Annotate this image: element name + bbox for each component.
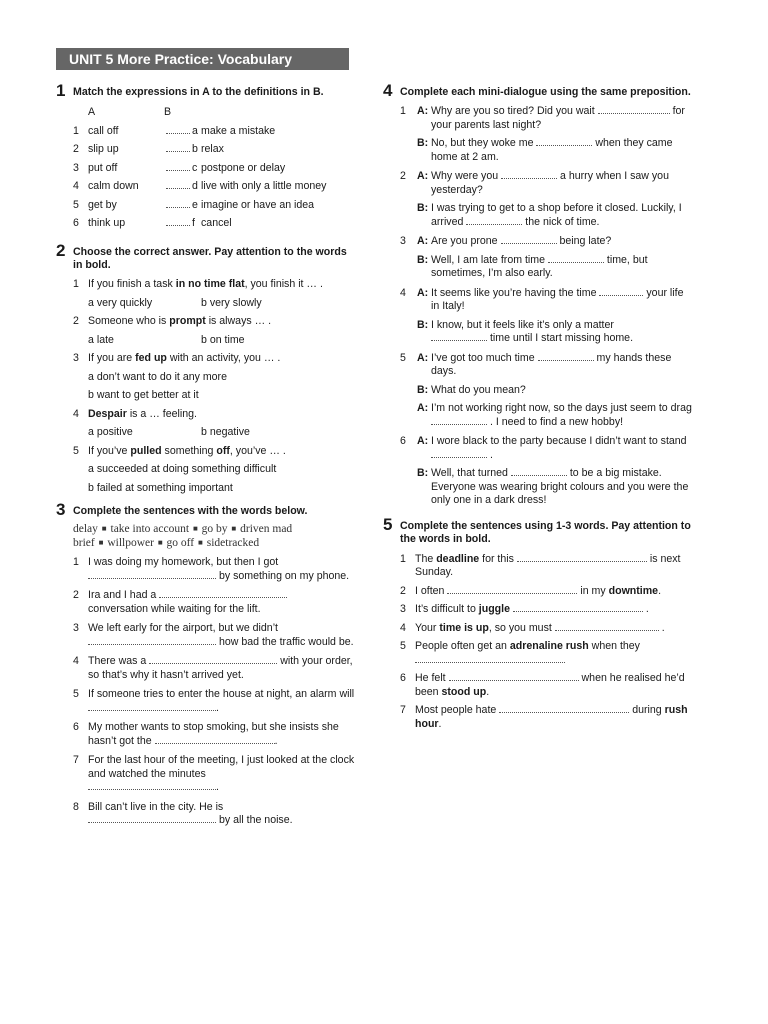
answer-blank[interactable] [166, 125, 190, 134]
word-bank [73, 522, 356, 550]
question-number: 2 [73, 315, 79, 328]
dialogue-text: Why were you [431, 170, 499, 182]
speaker-label: A: [417, 351, 429, 364]
answer-blank[interactable] [149, 655, 277, 664]
definition-letter: e [192, 198, 198, 211]
speaker-label: B: [417, 383, 429, 396]
item-number: 4 [73, 180, 79, 193]
sentence-text: . [486, 685, 490, 698]
section-instruction: Complete the sentences using 1-3 words. Pay attention to the words in bold. [400, 519, 691, 545]
definition: relax [201, 143, 224, 156]
item-number: 6 [400, 435, 406, 447]
dialogue-text: your life in Italy! [431, 286, 684, 312]
option-b[interactable]: b very slowly [201, 296, 262, 309]
answer-blank[interactable] [431, 449, 487, 458]
dialogue-text: Well, that turned [431, 467, 508, 479]
item-number: 7 [73, 754, 79, 767]
answer-blank[interactable] [548, 254, 604, 263]
question-text-part: , you’ve … . [229, 444, 286, 457]
speaker-line [417, 202, 693, 229]
mini-dialogue [400, 352, 693, 430]
speaker-label: A: [417, 105, 429, 117]
sentence-text: during [632, 704, 665, 716]
item-number: 6 [73, 217, 79, 230]
sentence-text: I was doing my homework, but then I got [88, 556, 279, 569]
answer-blank[interactable] [499, 704, 629, 713]
item-number: 4 [73, 655, 79, 668]
separator-square-icon: ■ [101, 524, 107, 534]
dialogue-text: the nick of time. [525, 215, 600, 228]
option-a[interactable]: a positive [88, 426, 133, 439]
section-number: 1 [56, 81, 66, 100]
sentence-text: by something on my phone. [218, 569, 350, 582]
item-number: 4 [400, 621, 406, 634]
speaker-line [417, 319, 693, 346]
speaker-line [417, 105, 693, 132]
item-number: 5 [400, 640, 406, 652]
speaker-line [417, 384, 693, 398]
item-number: 5 [73, 198, 79, 211]
section-number: 3 [56, 500, 66, 520]
question-number: 1 [73, 278, 79, 291]
sentence-text: , so you must [488, 621, 552, 634]
answer-blank[interactable] [88, 702, 216, 711]
option-a[interactable]: a late [88, 333, 114, 346]
answer-blank[interactable] [431, 416, 487, 425]
option-a[interactable]: a very quickly [88, 296, 153, 309]
sentence-item [73, 622, 356, 649]
item-number: 2 [400, 584, 406, 597]
item-number: 3 [400, 235, 406, 247]
section-instruction: Choose the correct answer. Pay attention to the words in bold. [73, 246, 347, 272]
sentence-item [73, 754, 356, 795]
answer-blank[interactable] [155, 735, 275, 744]
word-bank-item: brief [73, 537, 95, 550]
question-text [88, 445, 356, 459]
match-row [73, 143, 356, 162]
definition-letter: b [192, 143, 198, 156]
sentence-item [73, 655, 356, 682]
section-instruction: Complete each mini-dialogue using the same preposition. [400, 86, 691, 98]
option-b[interactable]: b want to get better at it [88, 389, 199, 402]
speaker-label: B: [417, 137, 429, 149]
speaker-label: A: [417, 402, 429, 414]
item-number: 1 [73, 556, 79, 569]
match-header [73, 106, 356, 120]
sentence-text: . [216, 701, 219, 714]
mini-dialogue [400, 105, 693, 164]
definition: make a mistake [201, 124, 276, 137]
sentence-text: . [274, 734, 278, 747]
dialogue-text: for your parents last night? [431, 105, 685, 131]
item-number: 1 [73, 124, 79, 137]
sentence-item [400, 553, 693, 580]
sentence-item [400, 672, 693, 699]
bold-phrase: adrenaline rush [509, 640, 589, 652]
answer-blank[interactable] [166, 180, 190, 189]
question [73, 408, 356, 422]
item-number: 6 [400, 672, 406, 684]
option-b[interactable]: b failed at something important [88, 481, 233, 494]
sentence-text: There was a [88, 655, 147, 668]
section-number: 4 [383, 81, 393, 100]
sentence-text: with your order, so that’s why it hasn’t arrived yet. [88, 655, 353, 681]
bold-phrase: pulled [130, 444, 162, 457]
speaker-label: B: [417, 253, 429, 266]
word-bank-item: go off [166, 537, 195, 550]
question-text-part: is a … feeling. [126, 407, 197, 420]
sentence-text: when he realised he’d been [415, 672, 685, 698]
word-bank-item: driven mad [240, 523, 293, 536]
speaker-line [417, 235, 693, 249]
item-number: 2 [73, 143, 79, 156]
answer-blank[interactable] [159, 589, 287, 598]
section-5 [383, 514, 693, 732]
separator-square-icon: ■ [157, 538, 163, 548]
speaker-line [417, 435, 693, 462]
answer-blank[interactable] [511, 467, 567, 476]
sentence-item [400, 585, 693, 599]
bold-phrase: Despair [88, 407, 127, 420]
question-text-part: is always … . [205, 315, 272, 328]
dialogue-text: time until I start missing home. [489, 332, 634, 344]
sentence-text: . [645, 603, 649, 615]
option-a[interactable]: a succeeded at doing something difficult [88, 463, 277, 476]
sentence-item [400, 622, 693, 636]
question [73, 445, 356, 459]
answer-blank[interactable] [88, 570, 216, 579]
speaker-line [417, 137, 693, 164]
question [73, 315, 356, 329]
definition-letter: a [192, 124, 198, 137]
sentence-text: For the last hour of the meeting, I just looked at the clock and watched the minutes [88, 754, 355, 780]
sentence-item [73, 721, 356, 748]
speaker-line [417, 467, 693, 508]
answer-blank[interactable] [538, 352, 594, 361]
question [73, 352, 356, 366]
dialogue-text: time, but sometimes, I’m also early. [431, 253, 648, 279]
definition: cancel [201, 217, 232, 230]
bold-phrase: off [216, 444, 230, 457]
sentence-text: My mother wants to stop smoking, but she insists she hasn’t got the [88, 721, 339, 747]
option-b[interactable]: b negative [201, 426, 250, 439]
sentence-text: for this [479, 552, 514, 565]
separator-square-icon: ■ [98, 538, 104, 548]
answer-blank[interactable] [166, 162, 190, 171]
expression: put off [88, 161, 118, 174]
item-number: 1 [400, 552, 406, 565]
section-instruction: Match the expressions in A to the definitions in B. [73, 86, 324, 98]
item-number: 1 [400, 105, 406, 117]
sentence-text: . [661, 621, 665, 634]
question-text [88, 278, 356, 292]
mini-dialogue [400, 170, 693, 229]
sentence-text: It’s difficult to [415, 603, 479, 615]
expression: get by [88, 198, 117, 211]
unit-title: UNIT 5 More Practice: Vocabulary [69, 51, 293, 67]
match-row [73, 217, 356, 236]
mini-dialogue [400, 435, 693, 508]
question-text [88, 315, 356, 329]
match-row [73, 180, 356, 199]
item-number: 3 [73, 161, 79, 174]
item-number: 4 [400, 286, 406, 299]
sentence-text: is next Sunday. [415, 552, 681, 578]
dialogue-text: when they came home at 2 am. [431, 137, 673, 163]
answer-blank[interactable] [166, 199, 190, 208]
dialogue-text: Why are you so tired? Did you wait [431, 105, 595, 117]
word-bank-item: willpower [107, 537, 154, 550]
sentence-text: Your [415, 621, 440, 634]
answer-blank[interactable] [88, 636, 216, 645]
column-a-heading: A [88, 106, 96, 118]
question-text-part: If you are [88, 352, 136, 365]
bold-phrase: prompt [169, 315, 206, 328]
answer-blank[interactable] [166, 143, 190, 152]
mini-dialogue [400, 235, 693, 281]
section-instruction: Complete the sentences with the words below. [73, 505, 308, 518]
separator-square-icon: ■ [192, 524, 198, 534]
answer-blank[interactable] [598, 105, 670, 114]
sentence-item [73, 801, 356, 828]
speaker-label: A: [417, 170, 429, 182]
speaker-label: B: [417, 318, 429, 331]
speaker-label: A: [417, 235, 429, 247]
question-number: 4 [73, 407, 79, 420]
question-text-part: If you’ve [88, 444, 131, 457]
item-number: 2 [73, 589, 79, 602]
sentence-item [73, 688, 356, 715]
section-number: 2 [56, 241, 66, 261]
definition-letter: c [192, 161, 198, 174]
definition-letter: f [192, 217, 195, 230]
question-number: 3 [73, 352, 79, 365]
question [73, 278, 356, 292]
item-number: 3 [400, 603, 406, 615]
sentence-item [73, 556, 356, 583]
answer-options [73, 426, 356, 440]
question-text-part: something [161, 444, 217, 457]
expression: calm down [88, 180, 139, 193]
dialogue-text: I was trying to get to a shop before it closed. Luckily, I arrived [431, 202, 682, 228]
bold-phrase: deadline [436, 552, 480, 565]
question-text-part: with an activity, you … . [166, 352, 281, 365]
bold-phrase: rush hour [415, 704, 688, 730]
sentence-item [400, 640, 693, 667]
expression: call off [88, 124, 119, 137]
bold-phrase: fed up [135, 352, 167, 365]
item-number: 7 [400, 704, 406, 716]
word-bank-item: sidetracked [206, 537, 260, 550]
sentence-item [400, 603, 693, 617]
answer-blank[interactable] [599, 287, 643, 296]
sentence-text: in my [580, 584, 609, 597]
dialogue-text: I wore black to the party because I didn’t want to stand [431, 435, 687, 447]
definition-letter: d [192, 180, 198, 193]
sentence-text: Bill can’t live in the city. He is [88, 800, 224, 813]
sentence-text: The [415, 552, 437, 565]
answer-blank[interactable] [449, 672, 579, 681]
answer-blank[interactable] [501, 235, 557, 244]
dialogue-text: Well, I am late from time [431, 253, 546, 266]
item-number: 5 [400, 351, 406, 364]
sentence-text: how bad the traffic would be. [218, 635, 354, 648]
sentence-text: . [216, 781, 219, 794]
right-column [383, 81, 693, 731]
left-column [56, 81, 356, 828]
section-3 [56, 500, 356, 828]
expression: slip up [88, 143, 119, 156]
dialogue-text: . I need to find a new hobby! [489, 415, 624, 428]
speaker-line [417, 352, 693, 379]
item-number: 6 [73, 721, 79, 734]
match-row [73, 125, 356, 144]
question-text [88, 408, 356, 422]
dialogue-text: I know, but it feels like it’s only a matter [431, 318, 614, 331]
bold-phrase: downtime [608, 584, 659, 597]
word-bank-item: go by [201, 523, 228, 536]
item-number: 8 [73, 800, 79, 813]
separator-square-icon: ■ [198, 538, 203, 548]
word-bank-item: delay [73, 523, 98, 536]
dialogue-text: It seems like you’re having the time [431, 286, 597, 299]
separator-square-icon: ■ [231, 524, 237, 534]
speaker-line [417, 254, 693, 281]
speaker-line [417, 170, 693, 197]
question-text [88, 352, 356, 366]
answer-blank[interactable] [555, 622, 659, 631]
sentence-text: . [438, 717, 442, 730]
sentence-text: Ira and I had a [88, 589, 157, 602]
word-bank-item: take into account [110, 523, 190, 536]
definition: imagine or have an idea [201, 198, 315, 211]
answer-blank[interactable] [466, 216, 522, 225]
answer-blank[interactable] [447, 585, 577, 594]
expression: think up [88, 217, 126, 230]
section-2 [56, 241, 356, 495]
sentence-text: conversation while waiting for the lift. [88, 602, 261, 615]
dialogue-text: What do you mean? [431, 383, 526, 396]
bold-phrase: time is up [439, 621, 489, 634]
unit-title-banner [56, 48, 349, 70]
sentence-text: If someone tries to enter the house at night, an alarm will [88, 688, 355, 701]
definition: postpone or delay [201, 161, 286, 174]
bold-phrase: in no time flat [175, 278, 245, 291]
sentence-item [73, 589, 356, 616]
sentence-text: by all the noise. [218, 814, 293, 827]
answer-blank[interactable] [513, 603, 643, 612]
answer-options [73, 297, 356, 311]
sentence-text: Most people hate [415, 704, 497, 716]
dialogue-text: a hurry when I saw you yesterday? [431, 170, 669, 196]
item-number: 3 [73, 622, 79, 635]
definition: live with only a little money [201, 180, 327, 193]
answer-blank[interactable] [88, 781, 216, 790]
option-a[interactable]: a don’t want to do it any more [88, 370, 227, 383]
column-b-heading: B [164, 106, 172, 118]
question-number: 5 [73, 444, 79, 457]
answer-options [73, 334, 356, 348]
sentence-text: He felt [415, 672, 446, 684]
answer-blank[interactable] [88, 814, 216, 823]
speaker-label: B: [417, 467, 429, 479]
question-text-part: , you finish it … . [244, 278, 323, 291]
answer-blank[interactable] [501, 170, 557, 179]
sentence-text: People often get an [415, 640, 510, 652]
item-number: 2 [400, 170, 406, 182]
item-number: 5 [73, 688, 79, 701]
speaker-label: A: [417, 435, 429, 447]
speaker-line [417, 287, 693, 314]
answer-blank[interactable] [431, 332, 487, 341]
dialogue-text: to be a big mistake. Everyone was wearing bright colours and you were the only one in a dark dress! [431, 467, 689, 506]
section-number: 5 [383, 514, 393, 534]
answer-blank[interactable] [536, 137, 592, 146]
bold-phrase: stood up [441, 685, 487, 698]
dialogue-text: Are you prone [431, 235, 498, 247]
dialogue-text: my hands these days. [431, 351, 672, 377]
question-text-part: Someone who is [88, 315, 170, 328]
mini-dialogue [400, 287, 693, 346]
match-row [73, 199, 356, 218]
sentence-item [400, 704, 693, 731]
speaker-label: A: [417, 286, 429, 299]
sentence-text: I often [415, 584, 445, 597]
sentence-text: . [658, 584, 662, 597]
dialogue-text: I’m not working right now, so the days just seem to drag [431, 402, 692, 414]
sentence-text: when they [588, 640, 640, 652]
speaker-line [417, 402, 693, 429]
answer-blank[interactable] [517, 553, 647, 562]
option-b[interactable]: b on time [201, 333, 245, 346]
dialogue-text: I’ve got too much time [431, 351, 535, 364]
speaker-label: B: [417, 202, 429, 214]
sentence-text: We left early for the airport, but we didn’t [88, 622, 278, 635]
answer-blank[interactable] [415, 654, 565, 663]
match-row [73, 162, 356, 181]
answer-blank[interactable] [166, 217, 190, 226]
dialogue-text: . [489, 448, 493, 461]
dialogue-text: No, but they woke me [431, 137, 534, 149]
question-text-part: If you finish a task [88, 278, 176, 291]
dialogue-text: being late? [559, 235, 612, 247]
section-1 [56, 81, 356, 236]
section-4 [383, 81, 693, 508]
bold-phrase: juggle [478, 603, 510, 615]
